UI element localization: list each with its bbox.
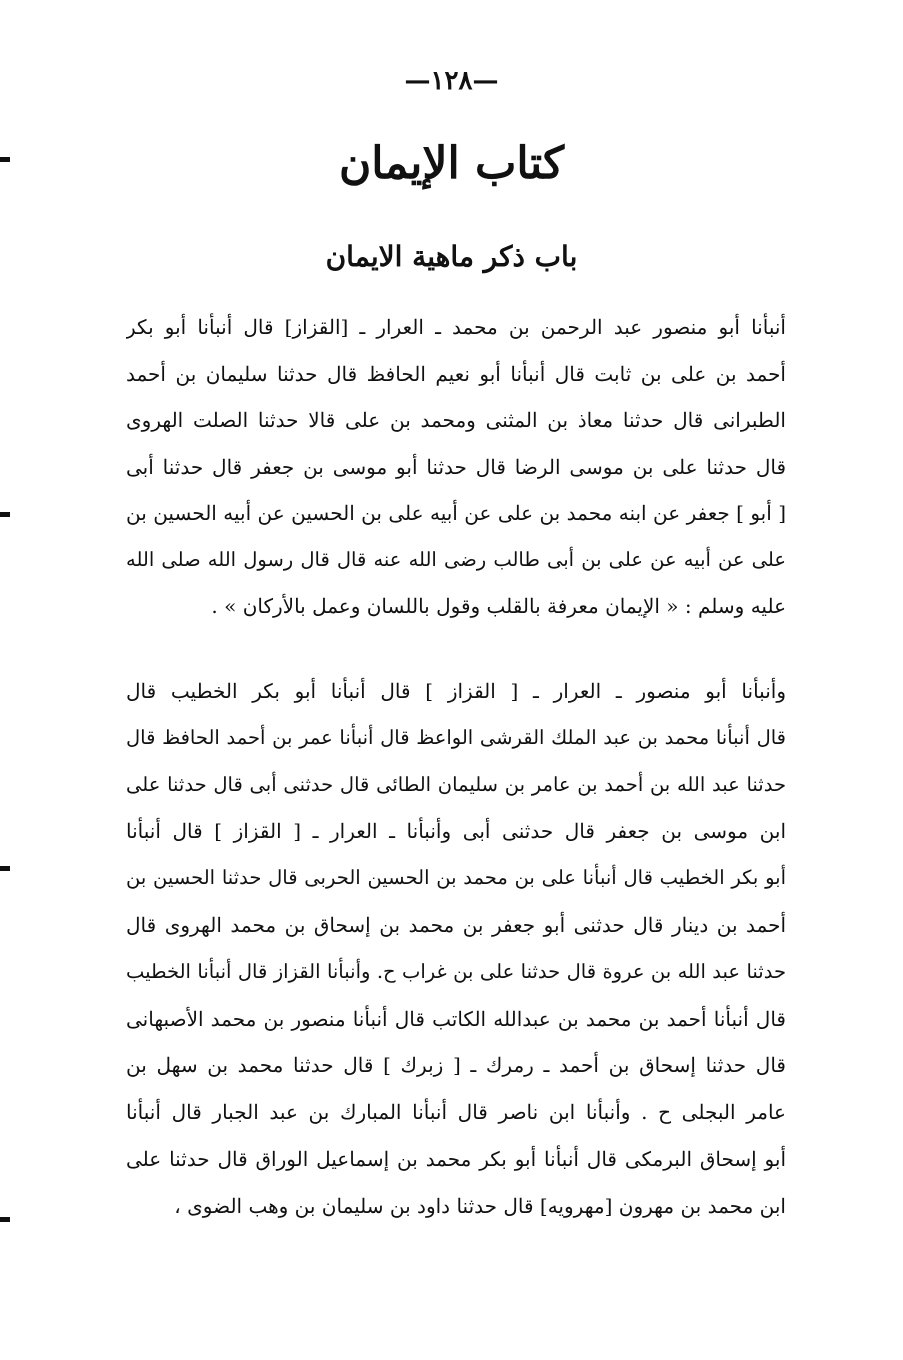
margin-mark xyxy=(0,512,10,517)
text-line: أبو إسحاق البرمكى قال أنبأنا أبو بكر محمد بن إسماعيل الوراق قال حدثنا على xyxy=(126,1146,786,1171)
text-line: وأنبأنا أبو منصور ـ العرار ـ [ القزاز ] قال أنبأنا أبو بكر الخطيب قال xyxy=(126,679,786,703)
margin-mark xyxy=(0,1217,10,1222)
text-line: ابن موسى بن جعفر قال حدثنى أبى وأنبأنا ـ العرار ـ [ القزاز ] قال أنبأنا xyxy=(126,819,786,844)
text-line: قال حدثنا إسحاق بن أحمد ـ رمرك ـ [ زبرك ] قال حدثنا محمد بن سهل بن xyxy=(126,1053,786,1078)
text-line: عامر البجلى ح . وأنبأنا ابن ناصر قال أنبأنا المبارك بن عبد الجبار قال أنبأنا xyxy=(126,1100,786,1125)
text-line: حدثنا عبد الله بن عروة قال حدثنا على بن غراب ح. وأنبأنا القزاز قال أنبأنا الخطيب xyxy=(126,959,786,983)
text-line: قال أنبأنا محمد بن عبد الملك القرشى الواعظ قال أنبأنا عمر بن أحمد الحافظ قال xyxy=(126,725,786,749)
text-line: على عن أبيه عن على بن أبى طالب رضى الله عنه قال قال رسول الله صلى الله xyxy=(126,547,786,571)
book-title: كتاب الإيمان xyxy=(338,138,565,189)
chapter-title: باب ذكر ماهية الايمان xyxy=(325,240,578,273)
text-line: ابن محمد بن مهرون [مهرويه] قال حدثنا داود بن سليمان بن وهب الضوى ، xyxy=(174,1193,786,1218)
text-line: [ أبو ] جعفر عن ابنه محمد بن على عن أبيه على بن الحسين عن أبيه الحسين بن xyxy=(126,501,786,525)
text-line: قال حدثنا على بن موسى الرضا قال حدثنا أبو موسى بن جعفر قال حدثنا أبى xyxy=(126,454,786,479)
text-line: أبو بكر الخطيب قال أنبأنا على بن محمد بن الحسين الحربى قال حدثنا الحسين بن xyxy=(126,866,786,890)
text-line: أنبأنا أبو منصور عبد الرحمن بن محمد ـ العرار ـ [القزاز] قال أنبأنا أبو بكر xyxy=(126,315,786,339)
margin-mark xyxy=(0,866,10,871)
paragraph-2 xyxy=(126,668,786,1230)
page-number: —١٢٨— xyxy=(404,66,499,96)
text-line: عليه وسلم : « الإيمان معرفة بالقلب وقول باللسان وعمل بالأركان » . xyxy=(211,594,786,618)
text-line: قال أنبأنا أحمد بن محمد بن عبدالله الكاتب قال أنبأنا منصور بن محمد الأصبهانى xyxy=(126,1006,786,1031)
text-line: الطبرانى قال حدثنا معاذ بن المثنى ومحمد بن على قالا حدثنا الصلت الهروى xyxy=(126,408,786,432)
text-line: أحمد بن على بن ثابت قال أنبأنا أبو نعيم الحافظ قال حدثنا سليمان بن أحمد xyxy=(126,361,786,386)
text-line: حدثنا عبد الله بن أحمد بن عامر بن سليمان الطائى قال حدثنى أبى قال حدثنا على xyxy=(126,772,786,796)
text-line: أحمد بن دينار قال حدثنى أبو جعفر بن محمد بن إسحاق بن محمد الهروى قال xyxy=(126,912,786,937)
paragraph-1 xyxy=(126,304,786,630)
